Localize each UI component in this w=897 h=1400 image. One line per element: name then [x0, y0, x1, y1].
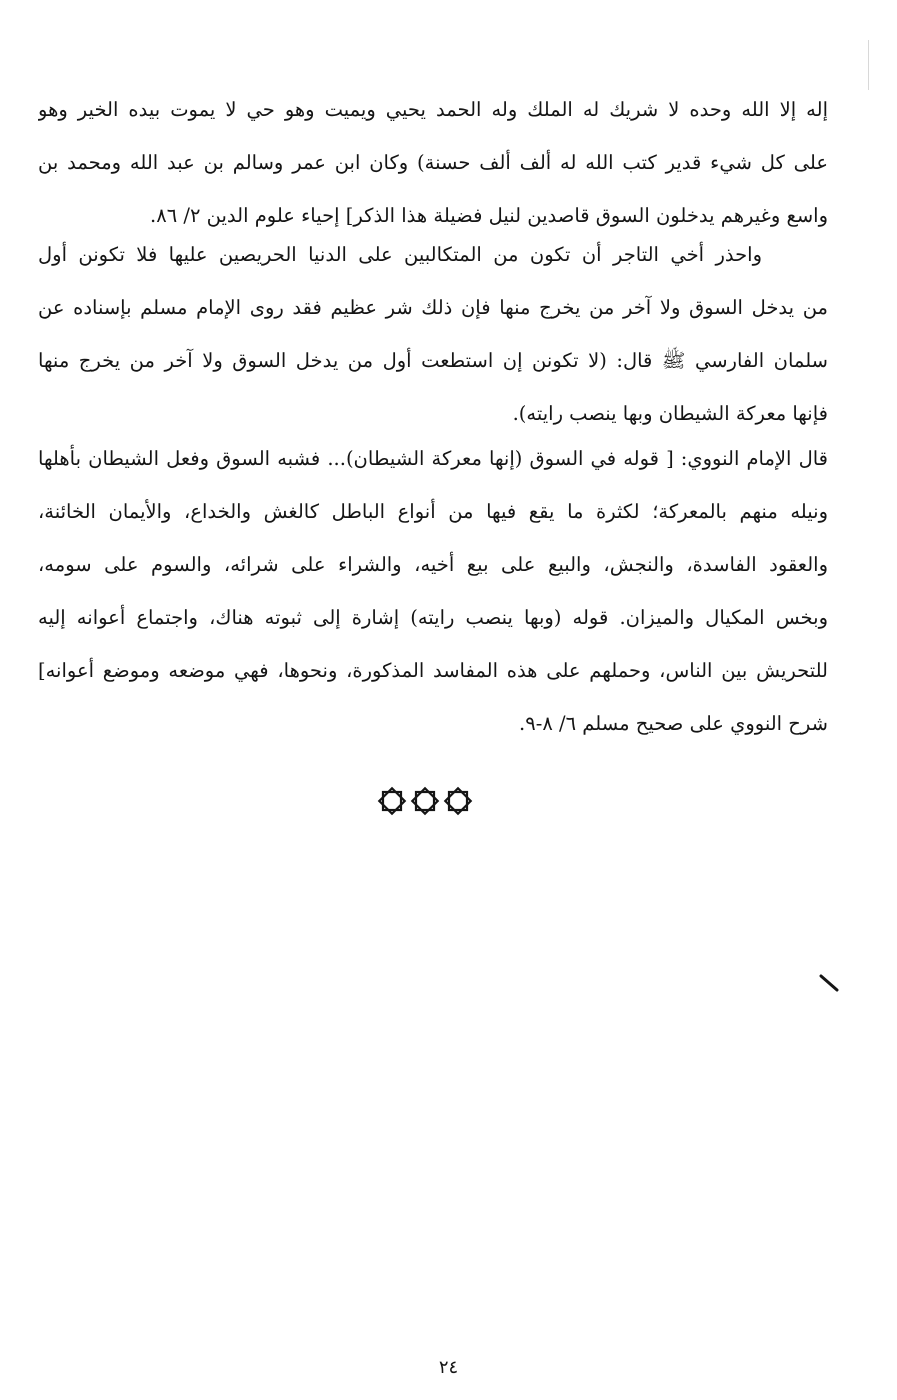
page-number: ٢٤ [438, 1357, 459, 1378]
text-line: قال الإمام النووي: [ قوله في السوق (إنها معركة الشيطان)... فشبه السوق وفعل الشيطان بأهلها [38, 447, 828, 470]
text-line: والعقود الفاسدة، والنجش، والبيع على بيع أخيه، والشراء على شرائه، والسوم على سومه، [38, 553, 828, 576]
text-line: ونيله منهم بالمعركة؛ لكثرة ما يقع فيها من أنواع الباطل كالغش والخداع، والأيمان الخائنة، [38, 500, 828, 523]
three-star-ornament-icon [375, 786, 475, 816]
text-line: على كل شيء قدير كتب الله له ألف ألف حسنة) وكان ابن عمر وسالم بن عبد الله ومحمد بن [38, 151, 828, 174]
text-line: فإنها معركة الشيطان وبها ينصب رايته). [512, 402, 828, 425]
paragraph-1 [38, 83, 828, 242]
text-line: من يدخل السوق ولا آخر من يخرج منها فإن ذلك شر عظيم فقد روى الإمام مسلم بإسناده عن [38, 296, 828, 319]
page-edge-line [868, 40, 869, 90]
text-line: للتحريش بين الناس، وحملهم على هذه المفاسد المذكورة، ونحوها، فهي موضعه وموضع أعوانه] [38, 659, 828, 682]
text-line: إله إلا الله وحده لا شريك له الملك وله الحمد يحيي ويميت وهو حي لا يموت بيده الخير وهو [38, 98, 828, 121]
text-line: واسع وغيرهم يدخلون السوق قاصدين لنيل فضيلة هذا الذكر] إحياء علوم الدين ٢/ ٨٦. [150, 204, 828, 227]
text-line: وبخس المكيال والميزان. قوله (وبها ينصب رايته) إشارة إلى ثبوته هناك، واجتماع أعوانه إليه [38, 606, 828, 629]
paragraph-3-quote [38, 432, 828, 750]
text-line: شرح النووي على صحيح مسلم ٦/ ٨-٩. [519, 712, 828, 735]
text-line: سلمان الفارسي ﷺ قال: (لا تكونن إن استطعت أول من يدخل السوق ولا آخر من يخرج منها [38, 349, 828, 372]
stray-pen-mark [819, 974, 839, 992]
text-line: واحذر أخي التاجر أن تكون من المتكالبين على الدنيا الحريصين عليها فلا تكونن أول [38, 243, 762, 266]
paragraph-2 [38, 228, 828, 440]
